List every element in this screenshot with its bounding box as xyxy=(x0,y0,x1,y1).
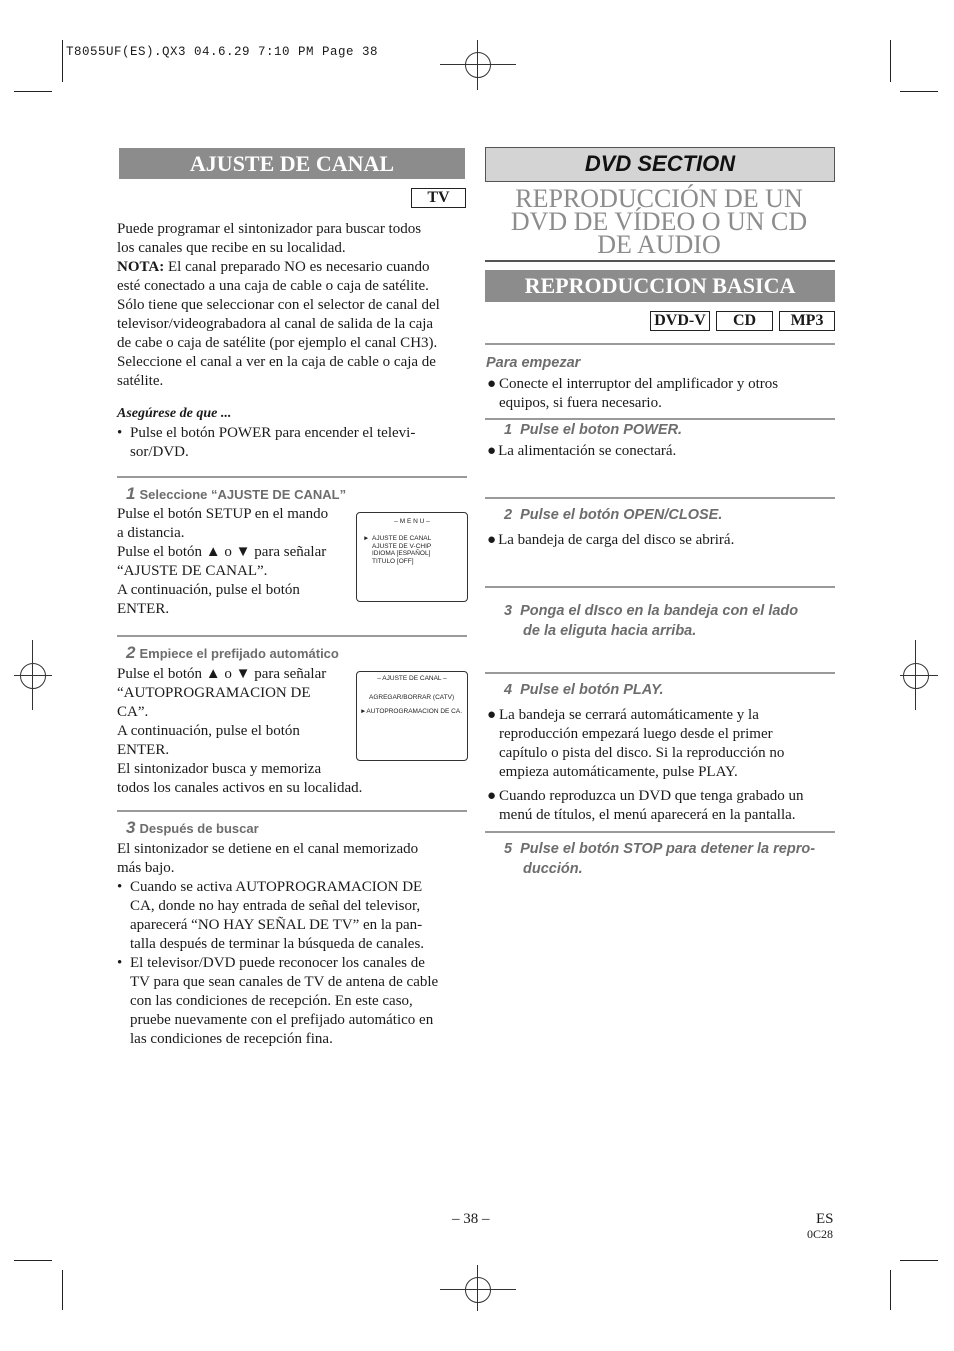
crop-mark xyxy=(14,91,52,92)
divider xyxy=(485,586,835,588)
divider xyxy=(117,476,467,478)
crop-mark xyxy=(900,1260,938,1261)
ensure-bullet: • Pulse el botón POWER para encender el televi- sor/DVD. xyxy=(117,425,416,460)
crop-mark xyxy=(890,40,891,82)
step-2-heading: 2 Empiece el prefijado automático xyxy=(126,643,339,662)
step-3-heading: 3 Después de buscar xyxy=(126,818,259,837)
crop-mark xyxy=(14,1260,52,1261)
divider xyxy=(117,635,467,637)
start-bullet: ● Conecte el interruptor del amplificador y otros equipos, si fuera necesario. xyxy=(487,376,779,411)
page-number: – 38 – xyxy=(452,1211,490,1227)
section-title-ajuste-de-canal: AJUSTE DE CANAL xyxy=(119,148,465,179)
dvd-step-4-text: ● La bandeja se cerrará automáticamente y la reproducción empezará luego desde el primer capítulo o pista del disco. Si la reproducción no empieza automáticamente, pulse PLAY. ● Cuando reproduzca un DVD que tenga grabado un menú de títulos, el menú aparecerá en la pantalla. xyxy=(487,707,804,823)
menu-screen: – M E N U – ► AJUSTE DE CANAL AJUSTE DE V-CHIP IDIOMA [ESPAÑOL] TITULO [OFF] xyxy=(356,512,468,602)
ensure-heading: Asegúrese de que ... xyxy=(117,406,232,421)
note-label: NOTA: xyxy=(117,259,165,275)
document-code: 0C28 xyxy=(807,1227,834,1241)
divider xyxy=(117,810,467,812)
tag-dvd-v: DVD-V xyxy=(650,311,710,331)
section-title-reproduccion-basica: REPRODUCCION BASICA xyxy=(485,270,835,302)
dvd-step-3-heading: 3 Ponga el dIsco en la bandeja con el lado de la eliguta hacia arriba. xyxy=(504,603,799,639)
step-2-text: Pulse el botón ▲ o ▼ para señalar “AUTOPROGRAMACION DE CA”. A continuación, pulse el botón ENTER. El sintonizador busca y memoriza todos los canales activos en su localidad. xyxy=(117,666,363,796)
crop-mark xyxy=(62,40,63,82)
dvd-step-1-heading: 1 Pulse el boton POWER. xyxy=(504,422,683,438)
dvd-step-2-heading: 2 Pulse el botón OPEN/CLOSE. xyxy=(504,507,723,523)
crop-mark xyxy=(900,91,938,92)
print-header: T8055UF(ES).QX3 04.6.29 7:10 PM Page 38 xyxy=(66,45,379,59)
tag-tv: TV xyxy=(411,188,466,208)
crop-mark xyxy=(890,1270,891,1310)
divider xyxy=(485,418,835,420)
dvd-step-2-bullet: ● La bandeja de carga del disco se abrirá. xyxy=(487,532,735,548)
divider xyxy=(485,260,835,262)
step-3-text: El sintonizador se detiene en el canal memorizado más bajo. • Cuando se activa AUTOPROGRAMACION DE CA, donde no hay entrada de señal del televisor, aparecerá “NO HAY SEÑAL DE TV” en la pan- talla después de terminar la búsqueda de canales. • El televisor/DVD puede reconocer los canales de TV para que sean canales de TV de antena de cable con las condiciones de recepción. En este caso, pruebe nuevamente con el prefijado automático en las condiciones de recepción fina. xyxy=(117,841,439,1047)
step-1-heading: 1 Seleccione “AJUSTE DE CANAL” xyxy=(126,484,347,503)
menu-cursor: ► xyxy=(363,535,370,542)
divider xyxy=(485,497,835,499)
main-title: REPRODUCCIÓN DE UN DVD DE VÍDEO O UN CD DE AUDIO xyxy=(510,184,808,259)
crop-mark xyxy=(62,1270,63,1310)
dvd-step-5-heading: 5 Pulse el botón STOP para detener la repro- ducción. xyxy=(504,841,816,877)
step-1-text: Pulse el botón SETUP en el mando a distancia. Pulse el botón ▲ o ▼ para señalar “AJUSTE DE CANAL”. A continuación, pulse el botón ENTER. xyxy=(117,506,329,617)
para-empezar-heading: Para empezar xyxy=(486,355,581,371)
intro-text: Puede programar el sintonizador para buscar todos los canales que recibe en su localidad. NOTA: El canal preparado NO es necesario cuando esté conectado a una caja de cable o caja de satélite. Sólo tiene que seleccionar con el selector de canal del televisor/videograbadora al canal de salida de la caja de cabe o caja de satélite (por ejemplo el canal CH3). Seleccione el canal a ver en la caja de cable o caja de satélite. xyxy=(117,221,440,389)
dvd-section-band xyxy=(485,147,835,182)
dvd-step-1-bullet: ● La alimentación se conectará. xyxy=(487,443,677,459)
tag-cd: CD xyxy=(716,311,773,331)
dvd-section-title: DVD SECTION xyxy=(584,151,736,176)
language-code: ES xyxy=(816,1211,834,1227)
tag-mp3: MP3 xyxy=(779,311,835,331)
ajuste-canal-screen: – AJUSTE DE CANAL – AGREGAR/BORRAR (CATV) ►AUTOPROGRAMACION DE CA. xyxy=(356,671,468,761)
dvd-step-4-heading: 4 Pulse el botón PLAY. xyxy=(504,682,664,698)
divider xyxy=(485,831,835,833)
divider xyxy=(485,343,835,345)
divider xyxy=(485,672,835,674)
